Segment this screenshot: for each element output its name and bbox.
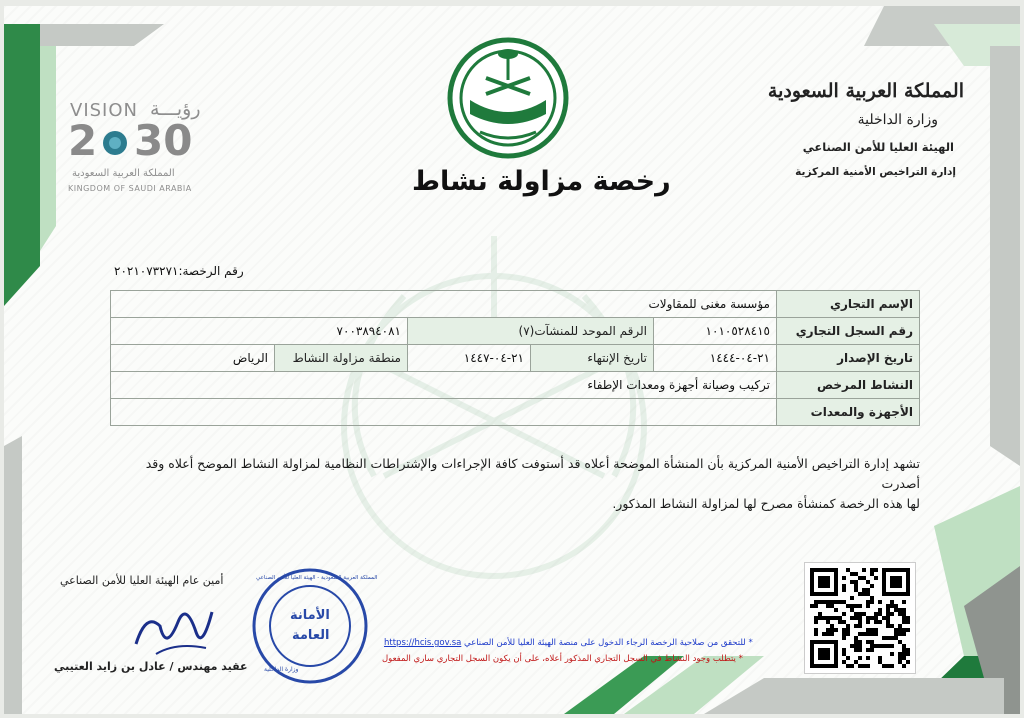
signatory-name: عقيد مهندس / عادل بن زايد العتيبي (54, 660, 248, 673)
region-label: منطقة مزاولة النشاط (275, 345, 408, 372)
authority-name: الهيئة العليا للأمن الصناعي (802, 140, 954, 154)
unified-number-label: الرقم الموحد للمنشآت(٧) (408, 318, 654, 345)
expiry-date-label: تاريخ الإنتهاء (531, 345, 654, 372)
table-row (111, 399, 920, 426)
cr-label: رقم السجل التجاري (777, 318, 920, 345)
stamp-side-text: وزارة الداخلية (264, 666, 299, 673)
license-info-table (110, 290, 920, 426)
vision-arabic-word: رؤيـــة (150, 98, 201, 120)
ministry-header (764, 80, 964, 200)
verify-link[interactable]: https://hcis.gov.sa (384, 638, 462, 648)
license-title: رخصة مزاولة نشاط (412, 166, 671, 197)
activity-value: تركيب وصيانة أجهزة ومعدات الإطفاء (111, 372, 777, 399)
table-row (111, 372, 920, 399)
cr-note: * يتطلب وجود النشاط في السجل التجاري المذكور أعلاه، على أن يكون السجل التجاري ساري المفعول (382, 654, 743, 664)
kingdom-name: المملكة العربية السعودية (767, 80, 964, 102)
department-name: إدارة التراخيص الأمنية المركزية (795, 166, 956, 178)
right-gray-bar (990, 46, 1020, 466)
signatory-title: أمين عام الهيئة العليا للأمن الصناعي (60, 574, 224, 587)
vision-year-right: 30 (134, 116, 193, 165)
statement-line-2: لها هذه الرخصة كمنشأة مصرح لها لمزاولة النشاط المذكور. (612, 496, 920, 511)
trade-name-label: الإسم التجاري (777, 291, 920, 318)
stamp-inner-line-1: الأمانة (290, 608, 330, 623)
table-row (111, 345, 920, 372)
left-green-stripe (4, 24, 40, 306)
stamp-inner-line-2: العامة (292, 628, 330, 643)
vision-emblem-icon (100, 128, 130, 158)
equipment-label: الأجهزة والمعدات (777, 399, 920, 426)
stamp-outer-text: المملكة العربية السعودية - الهيئة العليا للأمن الصناعي (256, 575, 378, 581)
region-value: الرياض (111, 345, 275, 372)
equipment-value (111, 399, 777, 426)
vision-arabic-line: المملكة العربية السعودية (72, 168, 175, 179)
cr-number-value: ١٠١٠٥٢٨٤١٥ (654, 318, 777, 345)
handwritten-signature (126, 592, 216, 662)
table-row (111, 318, 920, 345)
verify-note-text: * للتحقق من صلاحية الرخصة الرجاء الدخول على منصة الهيئة العليا للأمن الصناعي (464, 638, 753, 648)
qr-code-icon (805, 563, 915, 673)
bottom-gray-strip (704, 678, 1004, 714)
trade-name-value: مؤسسة مغنى للمقاولات (111, 291, 777, 318)
vision-word: VISION (70, 100, 138, 121)
bottom-left-gray (4, 436, 22, 714)
ministry-emblem-icon (446, 36, 570, 160)
qr-code[interactable] (804, 562, 916, 674)
left-light-stripe (40, 46, 56, 251)
vision-year-left: 2 (68, 116, 98, 165)
table-row (111, 291, 920, 318)
vision-english-line: KINGDOM OF SAUDI ARABIA (68, 184, 192, 193)
ministry-name: وزارة الداخلية (857, 112, 938, 128)
official-stamp (250, 566, 378, 686)
activity-label: النشاط المرخص (777, 372, 920, 399)
statement-line-1: تشهد إدارة التراخيص الأمنية المركزية بأن المنشأة الموضحة أعلاه قد أستوفت كافة الإجراءات والإشتراطات النظامية لمزاولة النشاط الموضح أعلاه وقد أصدرت (145, 456, 920, 491)
statement-paragraph (110, 454, 920, 514)
expiry-date-value: ٢١-٠٤-١٤٤٧ (408, 345, 531, 372)
issue-date-value: ٢١-٠٤-١٤٤٤ (654, 345, 777, 372)
verify-note (384, 638, 753, 648)
issue-date-label: تاريخ الإصدار (777, 345, 920, 372)
unified-number-value: ٧٠٠٣٨٩٤٠٨١ (111, 318, 408, 345)
license-certificate (4, 6, 1020, 714)
vision-2030-logo (62, 98, 212, 198)
license-number: رقم الرخصة:٢٠٢١٠٧٣٢٧١ (114, 264, 244, 278)
